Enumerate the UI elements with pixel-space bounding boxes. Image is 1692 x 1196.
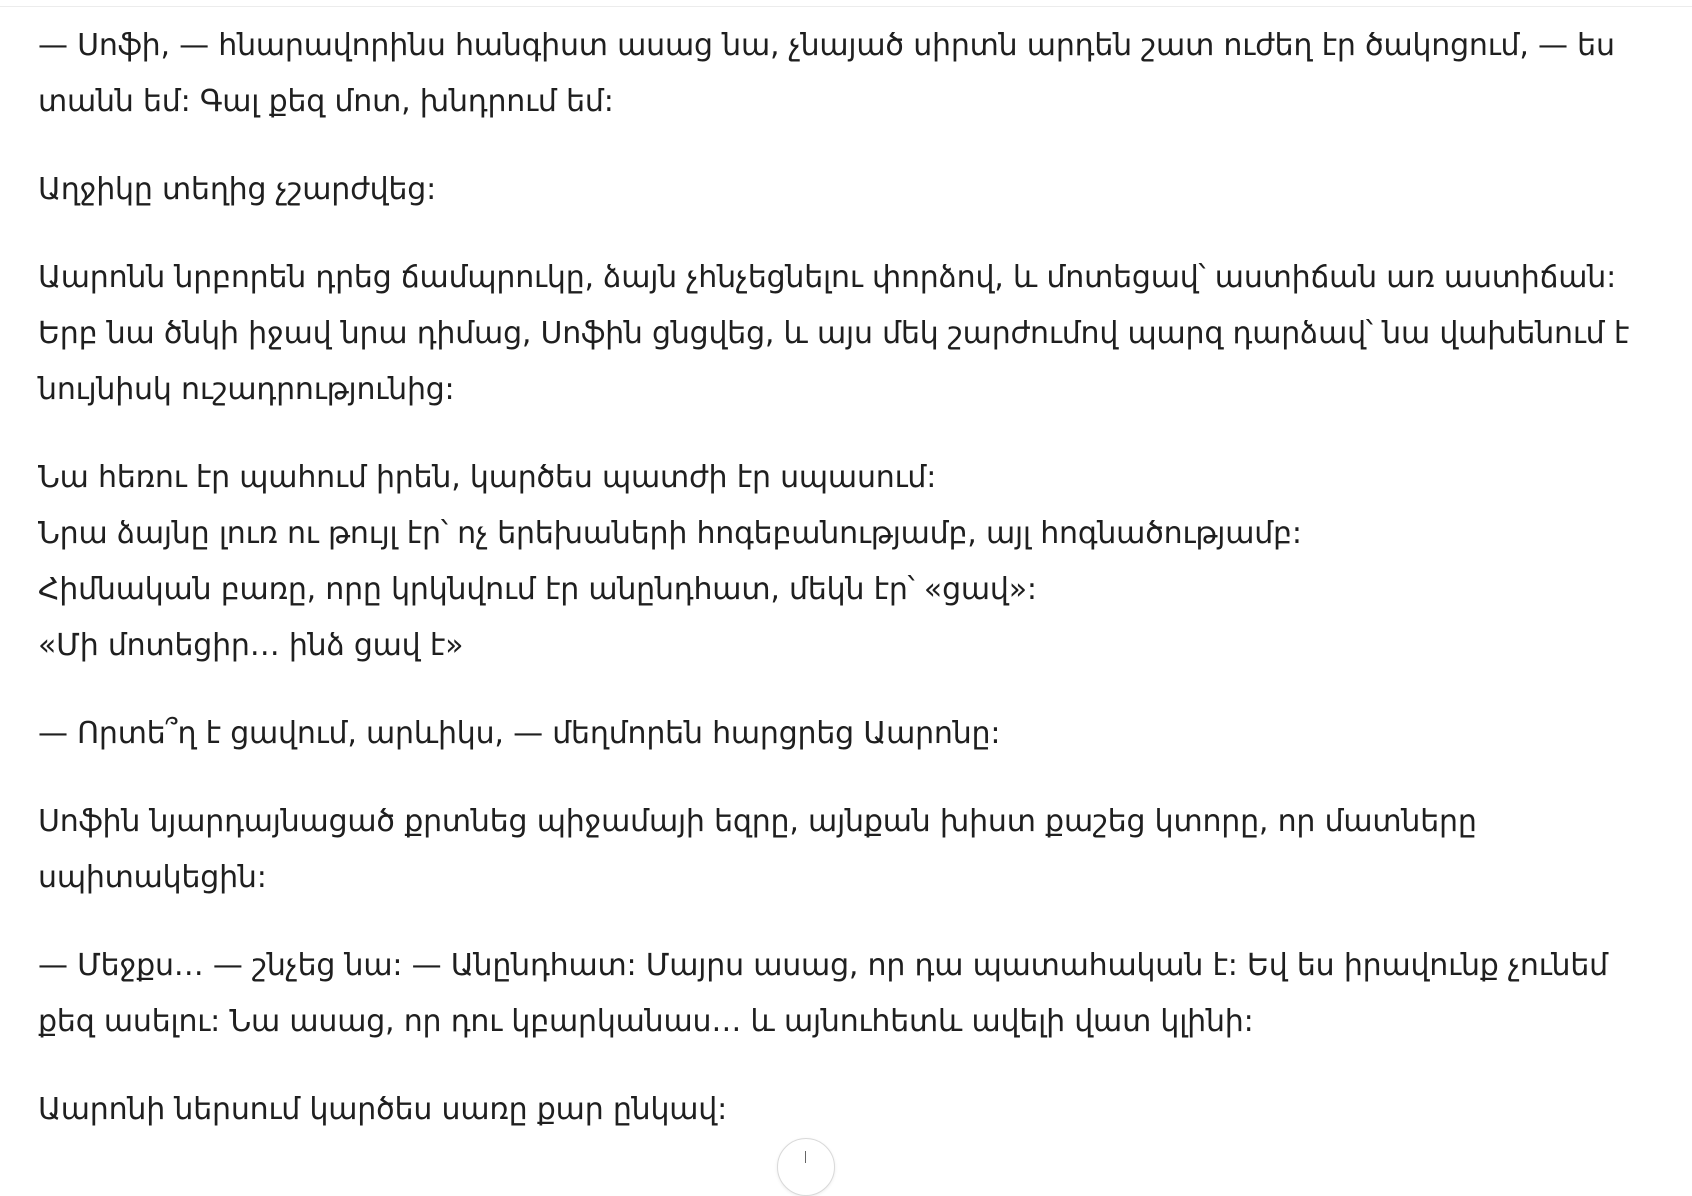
paragraph-line: Սոֆին նյարդայնացած քրտնեց պիջամայի եզրը, այնքան խիստ քաշեց կտորը, որ մատները xyxy=(38,804,1477,839)
paragraph-line: Աարոնն նրբորեն դրեց ճամպրուկը, ձայն չհնչեցնելու փորձով, և մոտեցավ՝ աստիճան առ աստիճան: xyxy=(38,260,1616,295)
paragraph xyxy=(38,794,1658,906)
paragraph xyxy=(38,706,1658,762)
paragraph-line: Նա հեռու էր պահում իրեն, կարծես պատժի էր սպասում: xyxy=(38,460,937,495)
paragraph-line: — Որտե՞ղ է ցավում, արևիկս, — մեղմորեն հարցրեց Աարոնը: xyxy=(38,716,1001,751)
paragraph-line: Երբ նա ծնկի իջավ նրա դիմաց, Սոֆին ցնցվեց, և այս մեկ շարժումով պարզ դարձավ՝ նա վախենում է xyxy=(38,316,1630,351)
scroll-down-button[interactable] xyxy=(777,1138,835,1196)
paragraph-line: սպիտակեցին: xyxy=(38,860,267,895)
paragraph xyxy=(38,250,1658,418)
paragraph-line: Աարոնի ներսում կարծես սառը քար ընկավ: xyxy=(38,1092,728,1127)
paragraph xyxy=(38,450,1658,674)
paragraph-line: — Սոֆի, — հնարավորինս հանգիստ ասաց նա, չնայած սիրտն արդեն շատ ուժեղ էր ծակոցում, — ես xyxy=(38,28,1615,63)
paragraph-line: Աղջիկը տեղից չշարժվեց: xyxy=(38,172,436,207)
paragraph-line: քեզ ասելու: Նա ասաց, որ դու կբարկանաս… և այնուհետև ավելի վատ կլինի: xyxy=(38,1004,1254,1039)
top-divider xyxy=(0,6,1692,7)
paragraph xyxy=(38,938,1658,1050)
paragraph-line: «Մի մոտեցիր… ինձ ցավ է» xyxy=(38,628,464,663)
document-body xyxy=(38,18,1658,1170)
paragraph xyxy=(38,162,1658,218)
paragraph-line: — Մեջքս… — շնչեց նա: — Անընդհատ: Մայրս ասաց, որ դա պատահական է: Եվ ես իրավունք չունեմ xyxy=(38,948,1608,983)
paragraph-line: նույնիսկ ուշադրությունից: xyxy=(38,372,455,407)
paragraph-line: Նրա ձայնը լուռ ու թույլ էր՝ ոչ երեխաների հոգեբանությամբ, այլ հոգնածությամբ: xyxy=(38,516,1302,551)
arrow-down-icon xyxy=(805,1151,806,1163)
paragraph xyxy=(38,18,1658,130)
paragraph-line: Հիմնական բառը, որը կրկնվում էր անընդհատ, մեկն էր՝ «ցավ»: xyxy=(38,572,1037,607)
paragraph-line: տանն եմ: Գալ քեզ մոտ, խնդրում եմ: xyxy=(38,84,614,119)
paragraph xyxy=(38,1082,1658,1138)
